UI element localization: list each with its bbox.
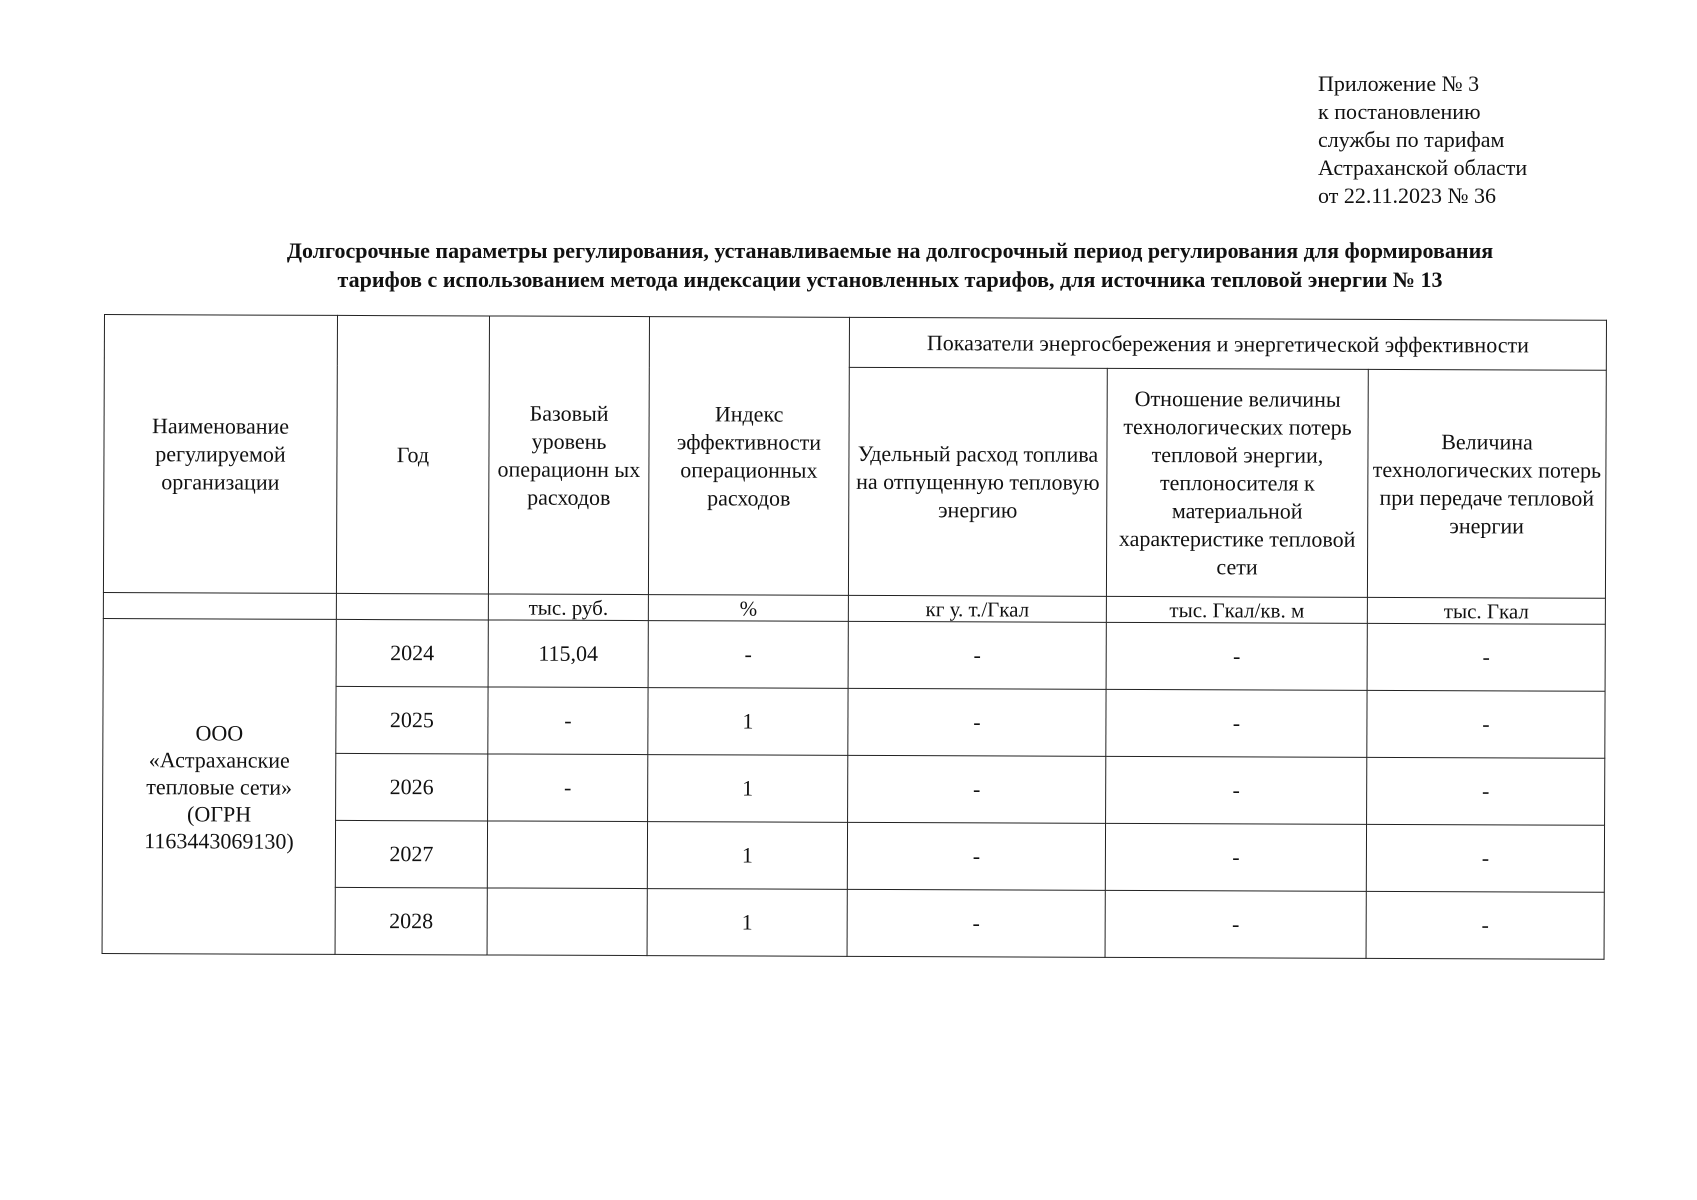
cell-losses: - [1367,690,1605,758]
unit-year-empty [336,593,488,620]
unit-base-opex: тыс. руб. [488,594,648,621]
cell-year: 2028 [335,887,487,955]
unit-losses: тыс. Гкал [1367,597,1605,624]
unit-fuel: кг у. т./Гкал [848,595,1106,622]
unit-ratio: тыс. Гкал/кв. м [1106,596,1367,623]
header-year: Год [336,315,489,594]
cell-index-eff: 1 [648,688,848,756]
organization-cell [102,618,336,954]
org-line: 1163443069130) [144,827,294,854]
header-index-eff: Индекс эффективности операционных расходов [648,317,849,596]
cell-base-opex [487,888,647,956]
cell-year: 2024 [336,619,488,687]
cell-year: 2026 [336,753,488,821]
appendix-line: службы по тарифам [1318,127,1505,152]
cell-ratio: - [1106,689,1367,757]
cell-fuel: - [848,621,1106,689]
appendix-line: от 22.11.2023 № 36 [1318,183,1496,208]
appendix-line: к постановлению [1318,99,1481,124]
parameters-table [102,314,1607,960]
cell-losses: - [1367,623,1605,691]
cell-index-eff: - [648,621,848,689]
cell-ratio: - [1105,823,1366,891]
header-base-opex: Базовый уровень операционн ых расходов [488,316,649,595]
appendix-line: Приложение № 3 [1318,71,1480,96]
org-line: ООО [195,719,244,746]
cell-base-opex: 115,04 [488,620,648,688]
header-row-1 [104,315,1606,371]
cell-ratio: - [1105,890,1366,958]
cell-base-opex: - [488,687,648,755]
header-energy-group: Показатели энергосбережения и энергетической эффективности [849,317,1606,370]
cell-fuel: - [848,755,1106,823]
cell-base-opex [487,821,647,889]
appendix-line: Астраханской области [1318,155,1528,180]
cell-index-eff: 1 [648,755,848,823]
cell-losses: - [1367,757,1605,825]
cell-year: 2025 [336,686,488,754]
header-fuel: Удельный расход топлива на отпущенную тепловую энергию [848,367,1107,596]
title-line-2: тарифов с использованием метода индексации установленных тарифов, для источника тепловой энергии № 13 [337,267,1443,292]
document-title [190,236,1590,294]
appendix-block [1318,70,1527,210]
org-line: (ОГРН [187,800,252,827]
cell-fuel: - [847,889,1105,957]
unit-index-eff: % [648,595,848,622]
cell-losses: - [1366,824,1604,892]
cell-fuel: - [847,822,1105,890]
cell-year: 2027 [335,820,487,888]
cell-fuel: - [848,688,1106,756]
header-ratio: Отношение величины технологических потерь тепловой энергии, теплоносителя к материальной характеристике тепловой сети [1106,368,1368,597]
cell-ratio: - [1106,622,1367,690]
cell-losses: - [1366,891,1604,959]
cell-ratio: - [1106,756,1367,824]
cell-base-opex: - [488,754,648,822]
cell-index-eff: 1 [647,822,847,890]
title-line-1: Долгосрочные параметры регулирования, устанавливаемые на долгосрочный период регулирования для формирования [286,238,1494,263]
header-losses: Величина технологических потерь при передаче тепловой энергии [1367,369,1606,598]
header-org: Наименование регулируемой организации [103,315,337,594]
org-line: «Астраханские [148,746,290,773]
cell-index-eff: 1 [647,889,847,957]
table-row [103,618,1605,691]
org-line: тепловые сети» [146,773,293,800]
unit-org-empty [103,592,336,619]
